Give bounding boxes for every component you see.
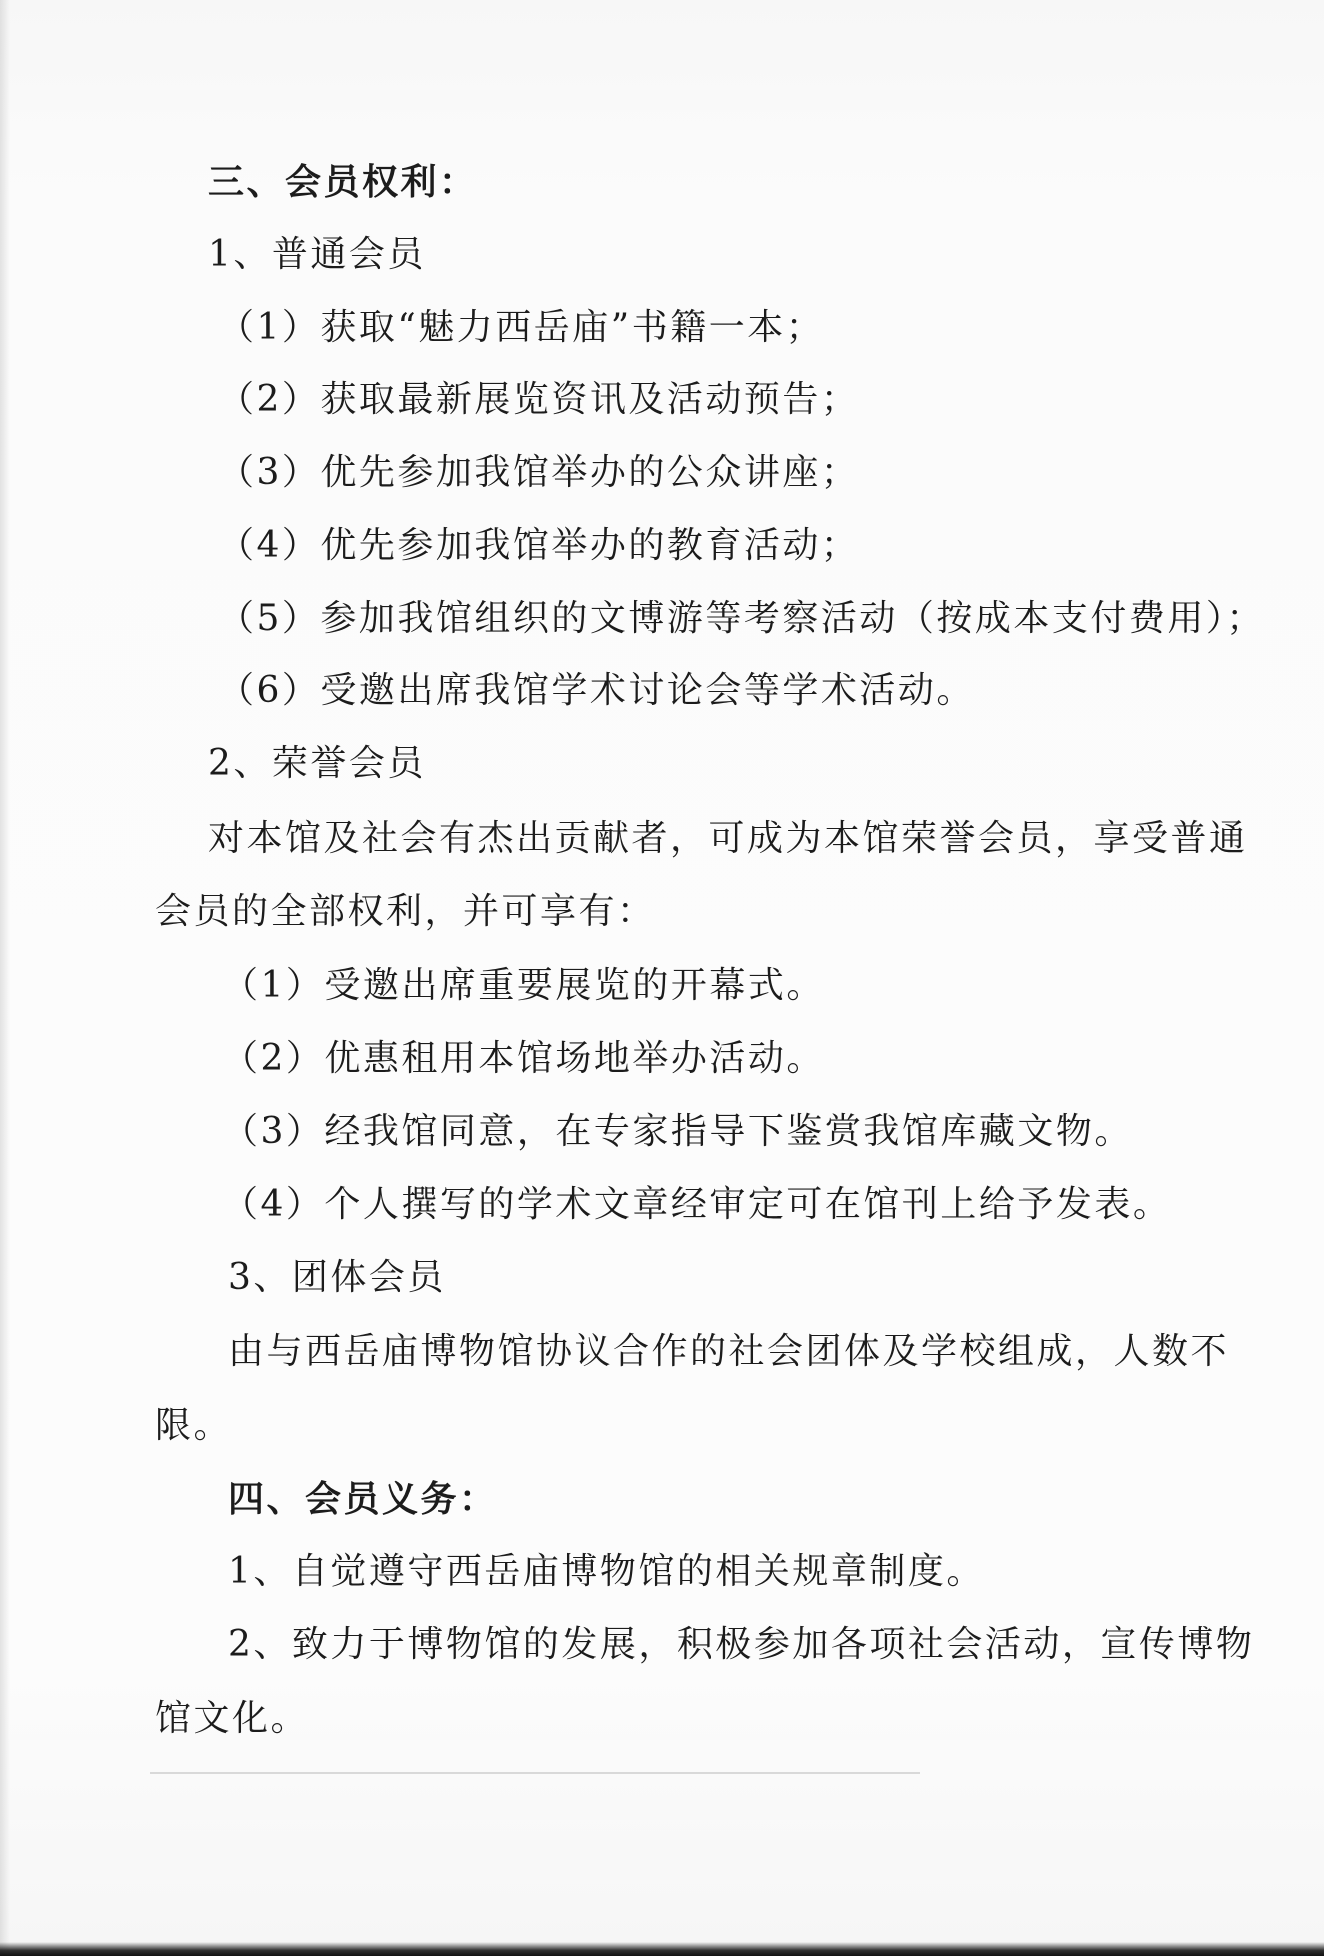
list-item: （2）优惠租用本馆场地举办活动。: [222, 1038, 825, 1079]
list-item: （1）获取“魅力西岳庙”书籍一本；: [218, 307, 825, 348]
section-heading-member-duties: 四、会员义务：: [228, 1478, 498, 1520]
list-item: （3）经我馆同意，在专家指导下鉴赏我馆库藏文物。: [222, 1111, 1133, 1152]
section-heading-member-rights: 三、会员权利：: [208, 161, 478, 203]
list-item: （4）个人撰写的学术文章经审定可在馆刊上给予发表。: [222, 1184, 1172, 1225]
subheading-regular-member: 1、普通会员: [208, 234, 426, 275]
paragraph-line: 2、致力于博物馆的发展，积极参加各项社会活动，宣传博物: [228, 1624, 1255, 1665]
paragraph-line: 限。: [155, 1405, 233, 1446]
scan-bottom-edge: [0, 1942, 1324, 1956]
scan-artifact-line: [150, 1772, 920, 1774]
subheading-group-member: 3、团体会员: [228, 1257, 446, 1298]
list-item: （3）优先参加我馆举办的公众讲座；: [218, 452, 860, 493]
paragraph-line: 会员的全部权利，并可享有：: [155, 891, 656, 932]
paragraph-line: 馆文化。: [155, 1698, 310, 1739]
list-item: （2）获取最新展览资讯及活动预告；: [218, 379, 860, 420]
paragraph-line: 对本馆及社会有杰出贡献者，可成为本馆荣誉会员，享受普通: [208, 818, 1248, 859]
list-item: （4）优先参加我馆举办的教育活动；: [218, 525, 860, 566]
subheading-honorary-member: 2、荣誉会员: [208, 743, 426, 784]
list-item: （1）受邀出席重要展览的开幕式。: [222, 965, 825, 1006]
list-item: （5）参加我馆组织的文博游等考察活动（按成本支付费用）；: [218, 598, 1265, 639]
list-item: （6）受邀出席我馆学术讨论会等学术活动。: [218, 670, 975, 711]
paragraph-line: 由与西岳庙博物馆协议合作的社会团体及学校组成，人数不: [228, 1331, 1230, 1372]
list-item: 1、自觉遵守西岳庙博物馆的相关规章制度。: [228, 1551, 985, 1592]
